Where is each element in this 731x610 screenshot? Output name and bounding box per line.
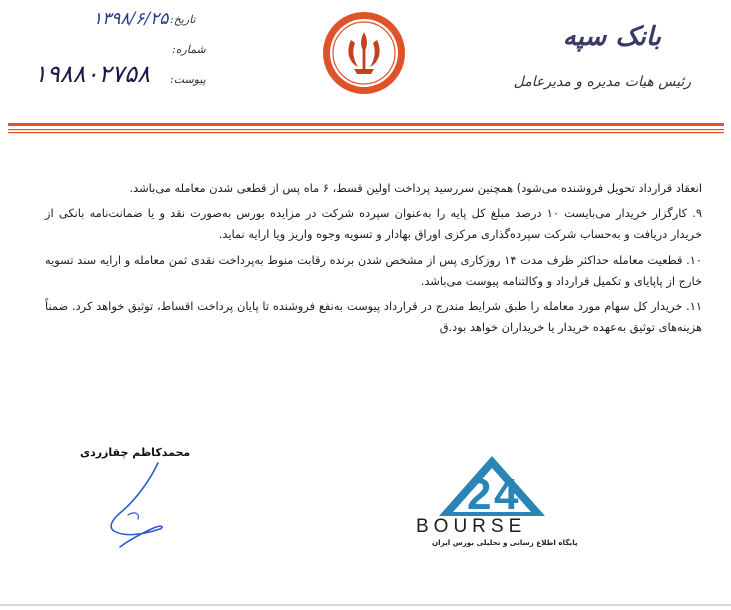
signer-name: محمدکاظم چقازردی — [80, 446, 191, 459]
bourse-logo-icon — [437, 454, 547, 520]
bank-emblem-icon — [321, 10, 407, 96]
paragraph-item-9: ۹. کارگزار خریدار می‌بایست ۱۰ درصد مبلغ کل پایه را به‌عنوان سپرده شرکت در مزایده بورس به‌صورت نقد و یا ضمانت‌نامه بانکی از خریدار دریافت و به‌حساب شرکت سپرده‌گذاری مرکزی اوراق بهادار و تسویه وجوه واریز ویا ارایه نماید. — [45, 206, 703, 242]
bank-title: رئیس هیات مدیره و مدیرعامل — [513, 74, 691, 90]
bourse-caption: پایگاه اطلاع رسانی و تحلیلی بورس ایران — [432, 538, 578, 547]
page-bottom-edge — [0, 604, 731, 606]
handwritten-signature — [98, 455, 198, 550]
paragraph-continuation: انعقاد قرارداد تحویل فروشنده می‌شود) همچنین سررسید پرداخت اولین قسط، ۶ ماه پس از قطعی شدن معامله می‌باشد. — [129, 181, 702, 195]
letter-body — [45, 178, 702, 338]
bourse-wordmark: BOURSE — [416, 516, 527, 537]
number-label: شماره: — [172, 43, 206, 56]
paragraph-item-10: ۱۰. قطعیت معامله حداکثر ظرف مدت ۱۴ روزکاری پس از مشخص شدن برنده رقابت منوط به‌پرداخت نقدی ثمن معامله و ارایه سند تسویه خارج از پاپایای و تکمیل قرارداد و وکالتنامه پیوست می‌باشد. — [45, 252, 703, 288]
header-divider — [8, 123, 724, 135]
attachment-label: پیوست: — [170, 73, 206, 86]
svg-text:4: 4 — [494, 470, 519, 519]
date-label: تاریخ: — [170, 13, 196, 26]
letter-number-value: ۱۹۸۸۰۲۷۵۸ — [34, 60, 151, 88]
paragraph-item-11: ۱۱. خریدار کل سهام مورد معامله را طبق شرایط مندرج در قرارداد پیوست به‌نفع فروشنده تا پایان پرداخت اقساط، توثیق خواهد کرد. ضمناً هزینه‌های توثیق به‌عهده خریدار یا خریداران خواهد بود.ق — [45, 299, 702, 335]
bank-name: بانک سپه — [562, 22, 661, 52]
svg-text:2: 2 — [467, 470, 492, 519]
date-value: ۱۳۹۸/۶/۲۵ — [93, 9, 169, 29]
